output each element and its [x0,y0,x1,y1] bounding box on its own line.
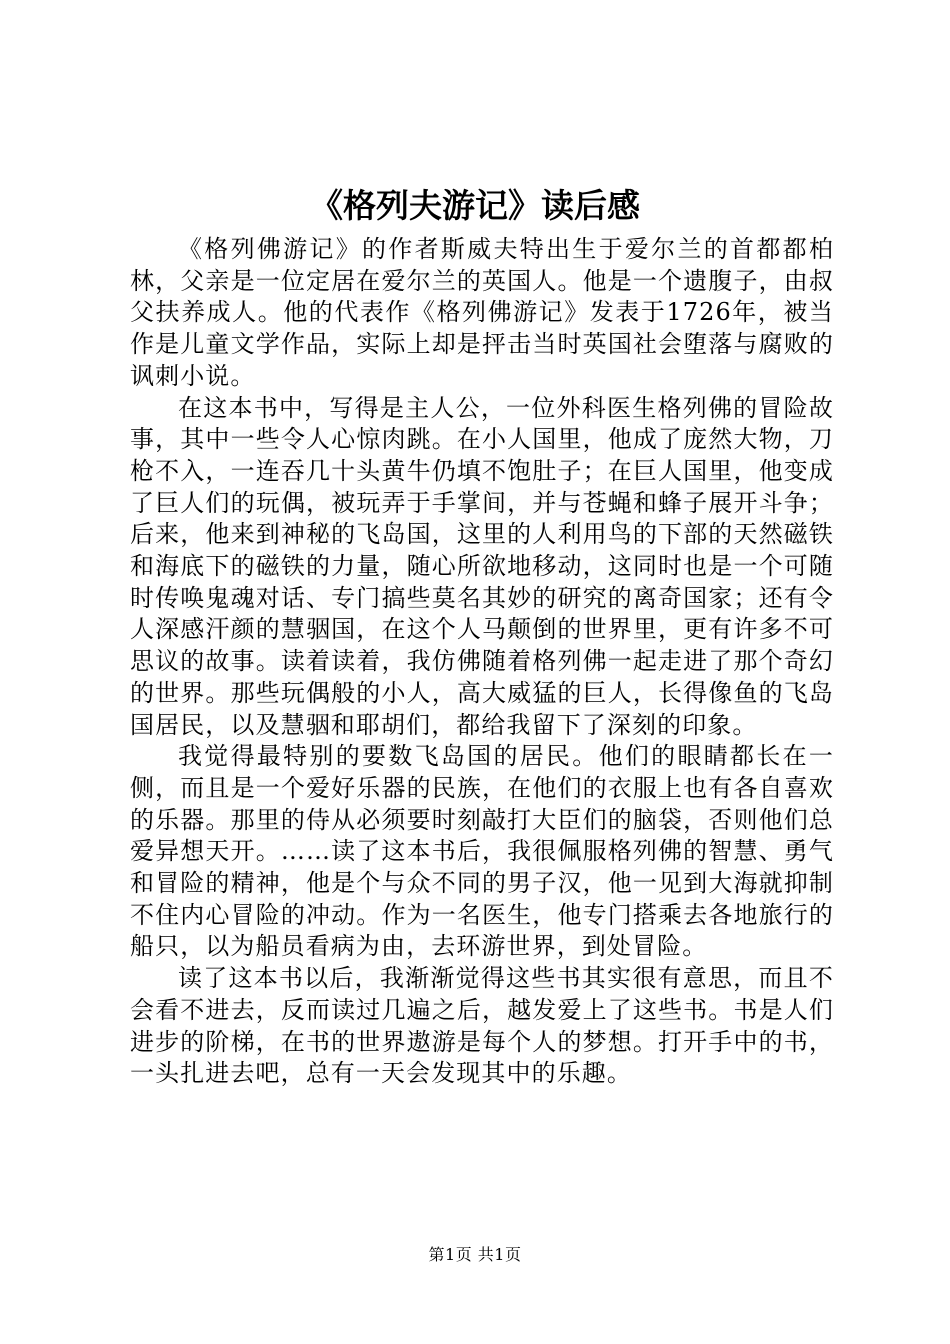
paragraph-3: 我觉得最特别的要数飞岛国的居民。他们的眼睛都长在一侧，而且是一个爱好乐器的民族，在他们的衣服上也有各自喜欢的乐器。那里的侍从必须要时刻敲打大臣们的脑袋，否则他们总爱异想天开。……读了这本书后，我很佩服格列佛的智慧、勇气和冒险的精神，他是个与众不同的男子汉，他一见到大海就抑制不住内心冒险的冲动。作为一名医生，他专门搭乘去各地旅行的船只，以为船员看病为由，去环游世界，到处冒险。 [130,742,834,961]
page-footer: 第1页 共1页 [428,1245,522,1264]
document-body [130,234,834,1090]
paragraph-1: 《格列佛游记》的作者斯威夫特出生于爱尔兰的首都都柏林，父亲是一位定居在爱尔兰的英国人。他是一个遗腹子，由叔父扶养成人。他的代表作《格列佛游记》发表于1726年，被当作是儿童文学作品，实际上却是抨击当时英国社会堕落与腐败的讽刺小说。 [130,235,834,390]
paragraph-2: 在这本书中，写得是主人公，一位外科医生格列佛的冒险故事，其中一些令人心惊肉跳。在小人国里，他成了庞然大物，刀枪不入，一连吞几十头黄牛仍填不饱肚子；在巨人国里，他变成了巨人们的玩偶，被玩弄于手掌间，并与苍蝇和蜂子展开斗争；后来，他来到神秘的飞岛国，这里的人利用鸟的下部的天然磁铁和海底下的磁铁的力量，随心所欲地移动，这同时也是一个可随时传唤鬼魂对话、专门搞些莫名其妙的研究的离奇国家；还有令人深感汗颜的慧骃国，在这个人马颠倒的世界里，更有许多不可思议的故事。读着读着，我仿佛随着格列佛一起走进了那个奇幻的世界。那些玩偶般的小人，高大威猛的巨人，长得像鱼的飞岛国居民，以及慧骃和耶胡们，都给我留下了深刻的印象。 [130,393,834,739]
document-title: 《格列夫游记》读后感 [310,186,640,225]
paragraph-4: 读了这本书以后，我渐渐觉得这些书其实很有意思，而且不会看不进去，反而读过几遍之后，越发爱上了这些书。书是人们进步的阶梯，在书的世界遨游是每个人的梦想。打开手中的书，一头扎进去吧，总有一天会发现其中的乐趣。 [130,964,834,1088]
